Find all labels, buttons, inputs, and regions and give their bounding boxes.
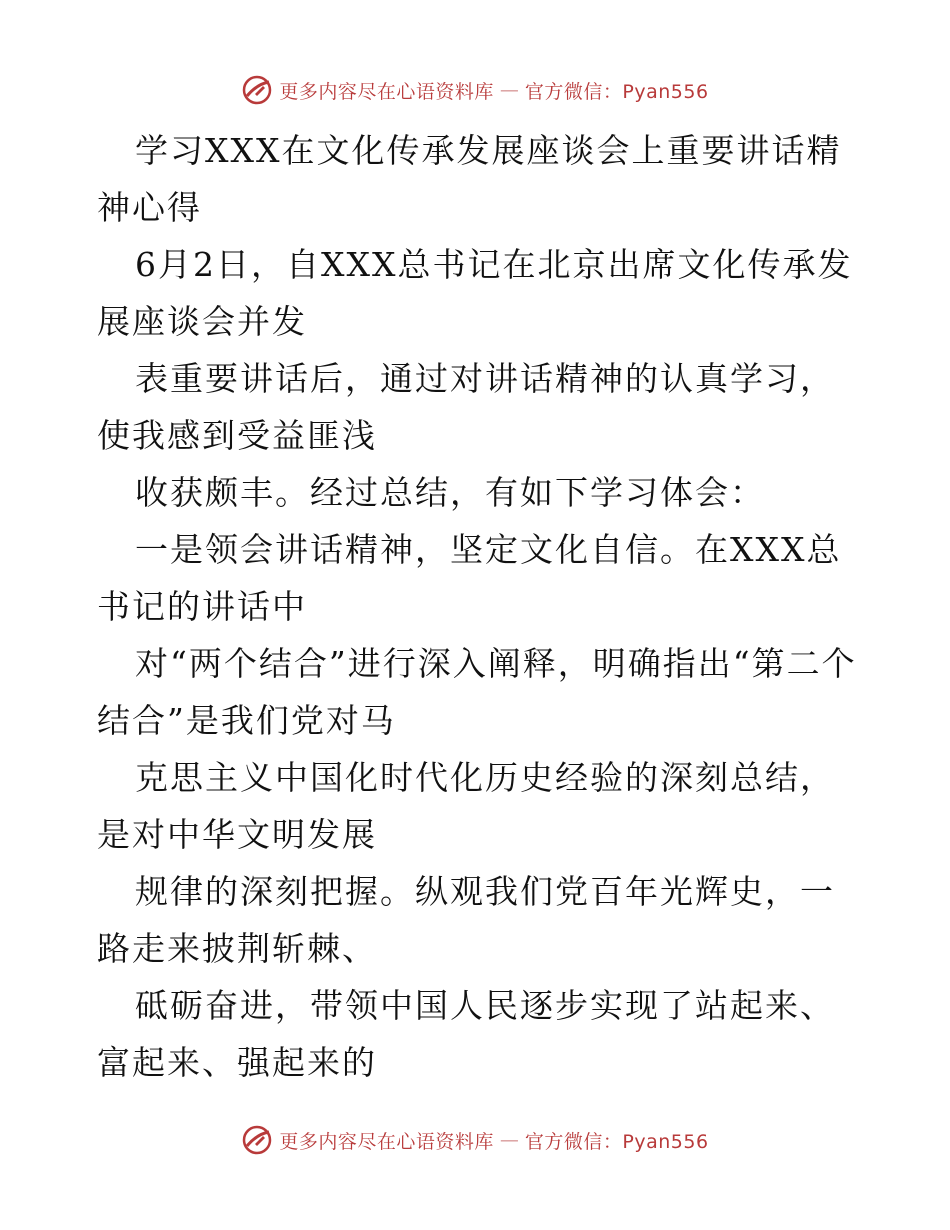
paragraph: 学习XXX在文化传承发展座谈会上重要讲话精神心得 bbox=[97, 131, 842, 227]
watermark-separator: — bbox=[499, 79, 519, 101]
paragraph: 6月2日，自XXX总书记在北京出席文化传承发展座谈会并发 bbox=[97, 245, 853, 341]
watermark-suffix: 官方微信：Pyan556 bbox=[524, 1130, 709, 1153]
paragraph: 砥砺奋进，带领中国人民逐步实现了站起来、富起来、强起来的 bbox=[97, 986, 835, 1082]
watermark-suffix: 官方微信：Pyan556 bbox=[524, 80, 709, 103]
footer-watermark bbox=[0, 1120, 950, 1160]
watermark-separator: — bbox=[499, 1129, 519, 1151]
watermark-text: 更多内容尽在心语资料库 bbox=[279, 1130, 494, 1153]
header-watermark bbox=[0, 70, 950, 110]
paragraph: 一是领会讲话精神，坚定文化自信。在XXX总书记的讲话中 bbox=[97, 530, 842, 626]
paragraph: 收获颇丰。经过总结，有如下学习体会： bbox=[135, 473, 765, 512]
pen-logo-icon bbox=[241, 1124, 273, 1156]
pen-logo-icon bbox=[241, 74, 273, 106]
paragraph: 克思主义中国化时代化历史经验的深刻总结，是对中华文明发展 bbox=[97, 758, 835, 854]
document-body bbox=[97, 122, 857, 1091]
paragraph: 规律的深刻把握。纵观我们党百年光辉史，一路走来披荆斩棘、 bbox=[97, 872, 835, 968]
paragraph: 对“两个结合”进行深入阐释，明确指出“第二个结合”是我们党对马 bbox=[97, 644, 857, 740]
paragraph: 表重要讲话后，通过对讲话精神的认真学习，使我感到受益匪浅 bbox=[97, 359, 835, 455]
watermark-text: 更多内容尽在心语资料库 bbox=[279, 80, 494, 103]
